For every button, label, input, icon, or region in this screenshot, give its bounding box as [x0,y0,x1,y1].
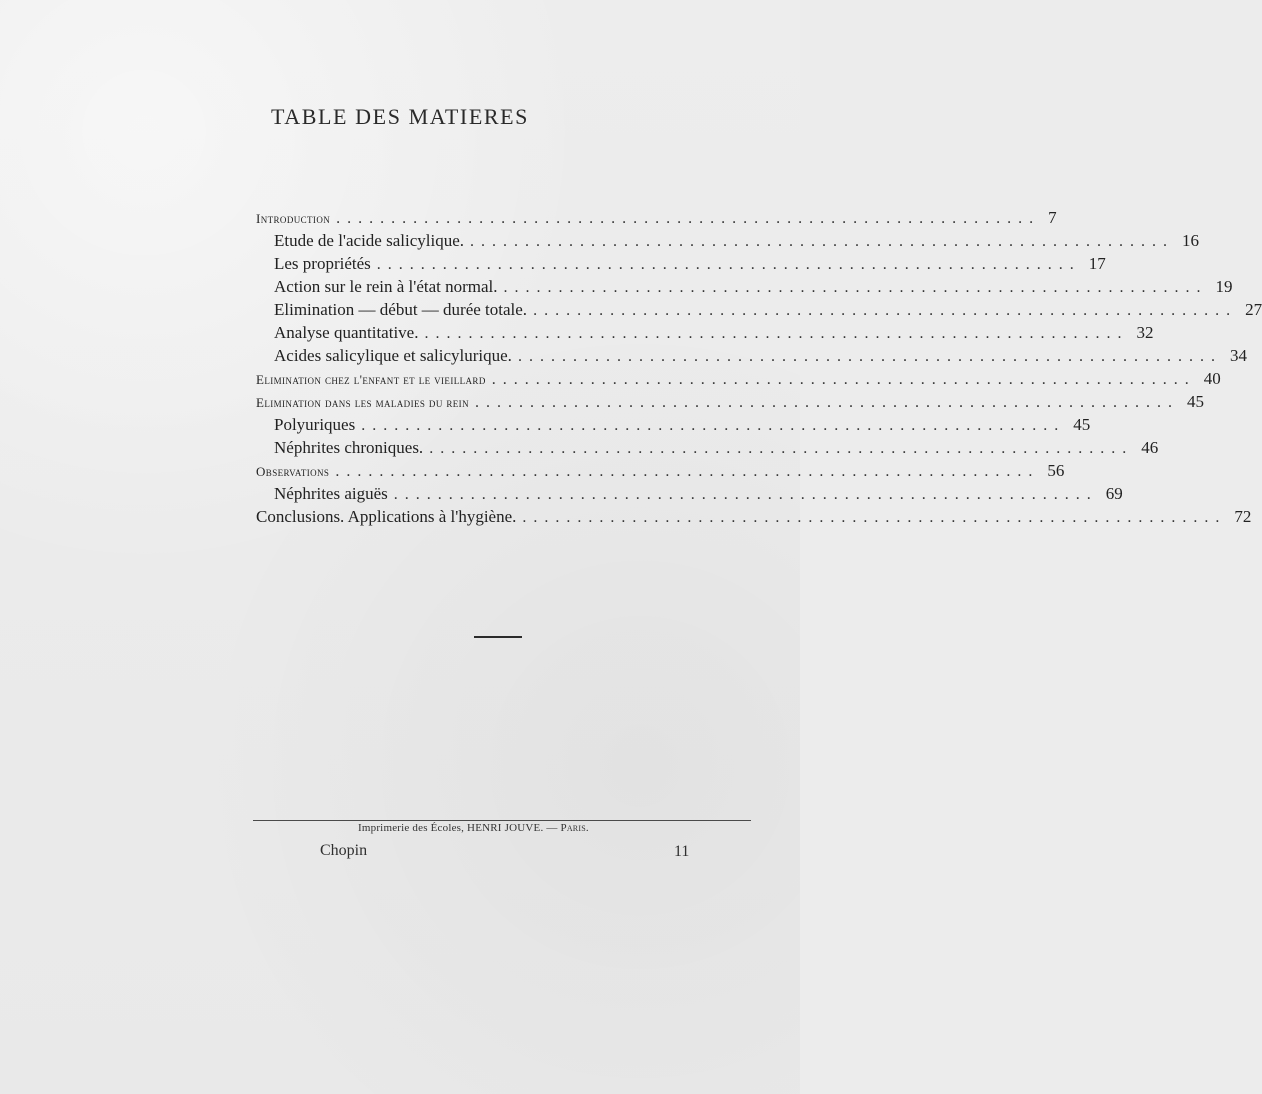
toc-entry-page: 32 [1136,323,1154,342]
dot-leader: ................................................................ [361,417,1066,434]
toc-entry-page: 19 [1215,277,1233,296]
toc-entry-title: Néphrites aiguës [274,484,388,503]
toc-entry-title: Conclusions. Applications à l'hygiène. [256,507,517,526]
dot-leader: ................................................................ [376,256,1081,273]
toc-entry-page: 46 [1141,438,1159,457]
toc-entry-page: 45 [1073,415,1091,434]
toc-entry-page: 16 [1182,231,1199,250]
toc-entry [256,298,1262,321]
toc-entry-title: Acides salicylique et salicylurique. [274,346,512,365]
toc-entry [256,436,1159,459]
toc-entry-page: 45 [1186,392,1204,411]
page-title: TABLE DES MATIERES [270,104,530,129]
toc-entry-title: Néphrites chroniques. [274,438,424,457]
dot-leader: ................................................................ [429,440,1134,457]
toc-entry-page: 27 [1245,300,1262,319]
toc-entry [256,505,1252,528]
toc-entry-page: 17 [1088,254,1106,273]
toc-entry [256,321,1154,344]
toc-entry [256,390,1204,413]
dot-leader: ................................................................ [522,509,1227,526]
dot-leader: ................................................................ [470,233,1174,250]
toc-entry [256,367,1221,390]
toc-entry-title: Elimination chez l'enfant et le vieillard [256,372,486,387]
signature-mark: Chopin [320,842,368,859]
toc-entry-title: Observations [256,464,330,479]
dot-leader: ................................................................ [424,325,1129,342]
toc-entry [256,206,1057,229]
toc-entry [256,482,1123,505]
toc-entry-title: Elimination — début — durée totale. [274,300,528,319]
dot-leader: ................................................................ [335,463,1040,480]
toc-entry [256,459,1065,482]
printer-name: Imprimerie des Écoles, HENRI JOUVE. — [358,822,561,834]
toc-entry [256,229,1199,252]
toc-entry [256,413,1091,436]
printer-city: Paris. [560,822,589,834]
dot-leader: ................................................................ [491,371,1196,388]
toc-entry-page: 56 [1047,461,1065,480]
footer-rule [253,820,751,821]
toc-entry [256,344,1247,367]
toc-entry-title: Analyse quantitative. [274,323,419,342]
toc-entry-page: 34 [1229,346,1247,365]
printer-imprint [358,822,589,834]
toc-entry-page: 40 [1203,369,1221,388]
toc-entry-title: Polyuriques [274,415,356,434]
toc-entry [256,275,1233,298]
toc-entry-title: Elimination dans les maladies du rein [256,395,469,410]
toc-entry-title: Introduction [256,211,331,226]
toc-entry-title: Les propriétés [274,254,371,273]
toc-entry-page: 72 [1234,507,1252,526]
dot-leader: ................................................................ [533,302,1238,319]
dot-leader: ................................................................ [336,210,1041,227]
dot-leader: ................................................................ [393,486,1098,503]
signature-number: 11 [674,843,690,860]
dot-leader: ................................................................ [503,279,1208,296]
table-of-contents [256,206,1262,528]
toc-entry [256,252,1106,275]
dot-leader: ................................................................ [474,394,1179,411]
toc-entry-title: Etude de l'acide salicylique. [274,231,464,250]
toc-entry-page: 69 [1105,484,1123,503]
toc-entry-title: Action sur le rein à l'état normal. [274,277,498,296]
dot-leader: ................................................................ [517,348,1222,365]
toc-entry-page: 7 [1048,208,1057,227]
section-divider [474,636,522,638]
